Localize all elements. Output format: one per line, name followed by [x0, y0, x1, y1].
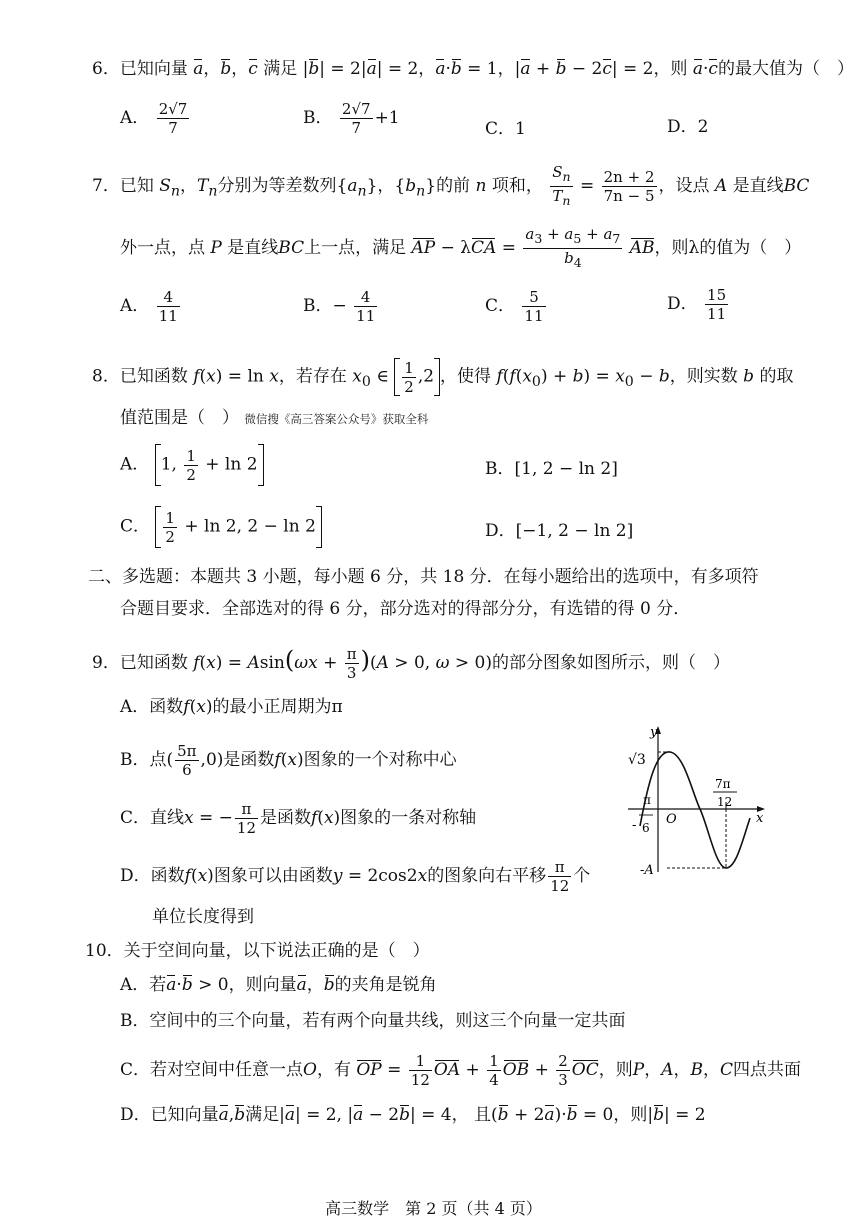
graph-sqrt3: √3 [628, 752, 646, 768]
q8-stem-line1: 8．已知函数 f(x) = ln x，若存在 $x_0$ ∈ $\frac{1}{2}$ ,2 ，使得 $f(f(x_0) + b) = x_0 - b$，则实数 b 的取 [92, 358, 794, 396]
q10-option-c: C．若对空间中任意一点O，有 OP = $\frac{1}{12}$ OA + $\frac{1}{4}$ OB + $\frac{2}{3}$ OC，则P，A，B，C四点共面 [120, 1052, 801, 1089]
sine-curve [640, 752, 750, 868]
q8-option-d: D．[−1, 2 − ln 2] [485, 521, 634, 541]
q7-option-c: C． $\frac{5}{11}$ [485, 288, 544, 325]
section2-heading-line1: 二、多选题：本题共 3 小题，每小题 6 分，共 18 分．在每小题给出的选项中，有多项符 [88, 567, 759, 587]
q7-option-d: D． $\frac{15}{11}$ [667, 286, 727, 323]
q10-option-d: D．已知向量a,b满足|a| = 2, |a − 2b| = 4， 且(b + 2a)·b = 0，则|b| = 2 [120, 1105, 706, 1125]
q6-option-a: A． $\frac{2√7}{7}$ [120, 100, 188, 137]
q9-option-c: C．直线x = − $\frac{\pi}{12}$ 是函数f(x)图象的一条对称轴 [120, 800, 477, 837]
q9-option-a: A．函数f(x)的最小正周期为π [120, 697, 343, 717]
q7-option-b: B．− $\frac{4}{11}$ [303, 288, 376, 325]
q8-option-b: B．[1, 2 − ln 2] [485, 459, 618, 479]
q6-option-c: C．1 [485, 119, 526, 139]
q8-stem-line2: 值范围是（ ） 微信搜《高三答案公众号》获取全科 [120, 408, 429, 428]
q9-stem: 9．已知函数 f(x) = Asin(ωx + $\frac{\pi}{3}$ )(A > 0, ω > 0)的部分图象如图所示，则（ ） [92, 645, 730, 682]
watermark-text: 微信搜《高三答案公众号》获取全科 [244, 412, 429, 426]
q8-option-c: C． $\frac{1}{2}$ + ln 2, 2 − ln 2 [120, 506, 322, 548]
graph-right-tick-den: 12 [717, 795, 733, 809]
page-footer: 高三数学 第 2 页（共 4 页） [325, 1199, 542, 1218]
q7-stem-line2: 外一点，点 P 是直线BC上一点，满足 AP − λCA = $\frac{a_3 + a_5 + a_7}{b_4}$ AB，则λ的值为（ ） [120, 225, 802, 270]
q6-stem: 6．已知向量 a，b，c 满足 |b| = 2|a| = 2，a·b = 1，|a + b − 2c| = 2，则 a·c的最大值为（ ） [92, 59, 854, 79]
q8-option-a: A． 1, $\frac{1}{2}$ + ln 2 [120, 444, 264, 486]
graph-right-tick-num: 7π [715, 777, 731, 791]
graph-neg-a: -A [640, 863, 654, 878]
q7-option-a: A． $\frac{4}{11}$ [120, 288, 178, 325]
graph-left-tick-den: 6 [642, 821, 650, 835]
q9-option-b: B．点( $\frac{5\pi}{6}$ ,0)是函数f(x)图象的一个对称中心 [120, 742, 457, 779]
graph-y-label: y [650, 725, 658, 740]
q6-option-d: D．2 [667, 117, 709, 137]
q9-option-d-line2: 单位长度得到 [152, 907, 254, 927]
q10-option-b: B．空间中的三个向量，若有两个向量共线，则这三个向量一定共面 [120, 1011, 626, 1031]
q7-stem-line1: 7．已知 $S_n$，$T_n$分别为等差数列$\{a_n\}$，$\{b_n\}$的前 n 项和， $\frac{S_n}{T_n}$ = $\frac{2n + 2}{7n - 5}$ ，设点 A 是直线BC [92, 163, 810, 208]
q10-stem: 10．关于空间向量，以下说法正确的是（ ） [85, 941, 430, 961]
graph-x-label: x [756, 811, 764, 826]
q10-option-a: A．若a·b > 0，则向量a，b的夹角是锐角 [120, 975, 437, 995]
graph-origin: O [666, 812, 677, 827]
graph-left-tick-sign: - [632, 818, 637, 833]
q9-option-d: D．函数f(x)图象可以由函数y = 2cos2x的图象向右平移 $\frac{\pi}{12}$ 个 [120, 858, 591, 895]
q9-sine-graph [620, 722, 770, 882]
graph-left-tick-num: π [643, 793, 651, 807]
section2-heading-line2: 合题目要求．全部选对的得 6 分，部分选对的得部分分，有选错的得 0 分． [120, 599, 691, 619]
q6-option-b: B． $\frac{2√7}{7}$ +1 [303, 100, 400, 137]
